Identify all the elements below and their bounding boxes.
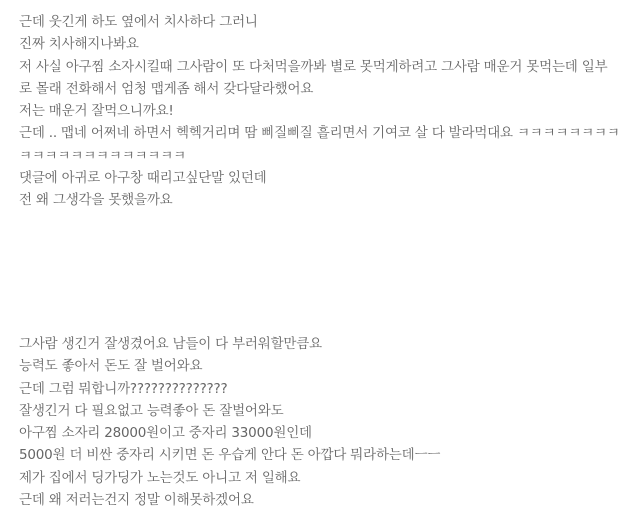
text-line: 5000원 더 비싼 중자리 시키면 돈 우습게 안다 돈 아깝다 뭐라하는데ㅡㅡ (19, 447, 441, 464)
text-line: 근데 그럼 뭐합니까?????????????? (19, 380, 228, 397)
post-paragraph-2 (19, 333, 632, 511)
text-line: 제가 집에서 딩가딩가 노는것도 아니고 저 일해요 (19, 469, 301, 486)
text-line: 그사람 생긴거 잘생겼어요 남들이 다 부러워할만큼요 (19, 336, 322, 352)
text-line: 댓글에 아귀로 아구창 때리고싶단말 있던데 (19, 170, 267, 187)
text-line: 전 왜 그생각을 못했을까요 (19, 192, 173, 209)
text-line: ㅋㅋㅋㅋㅋㅋㅋㅋㅋㅋㅋㅋㅋ (19, 147, 186, 164)
text-line: 저 사실 아구찜 소자시킬때 그사람이 또 다처먹을까봐 별로 못먹게하려고 그사람 매운거 못먹는데 일부 (19, 58, 608, 75)
text-line: 잘생긴거 다 필요없고 능력좋아 돈 잘벌어와도 (19, 402, 284, 419)
text-line: 로 몰래 전화해서 엄청 맵게좀 해서 갖다달라했어요 (19, 80, 314, 97)
text-line: 아구찜 소자리 28000원이고 중자리 33000원인데 (19, 425, 312, 442)
text-line: 저는 매운거 잘먹으니까요! (19, 103, 174, 120)
post-paragraph-1 (19, 11, 632, 212)
text-line: 진짜 치사해지나봐요 (19, 36, 139, 53)
text-line: 능력도 좋아서 돈도 잘 벌어와요 (19, 358, 203, 375)
text-line: 근데 .. 맵네 어쩌네 하면서 헥헥거리며 땀 삐질삐질 흘리면서 기여코 살 다 발라먹대요 ㅋㅋㅋㅋㅋㅋㅋㅋ (19, 125, 620, 142)
text-line: 근데 웃긴게 하도 옆에서 치사하다 그러니 (19, 14, 258, 30)
text-line: 근데 왜 저러는건지 정말 이해못하겠어요 (19, 492, 254, 509)
